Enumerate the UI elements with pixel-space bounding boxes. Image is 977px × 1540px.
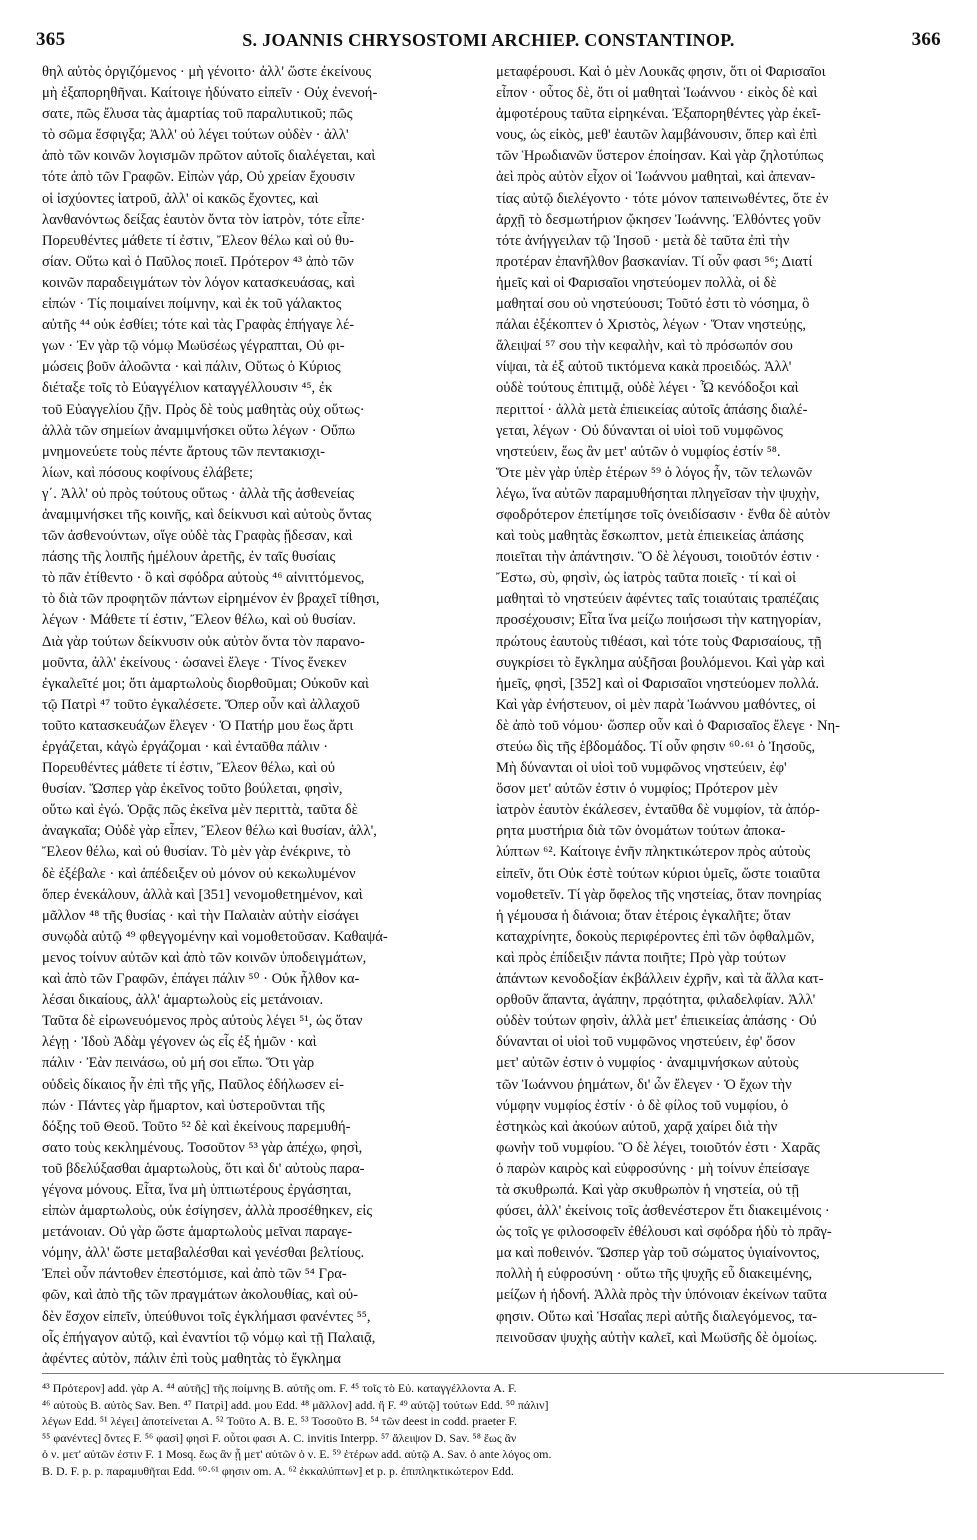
text-line: πρώτους ἑαυτοὺς τιθέασι, καὶ τότε τοὺς Φαρισαίους, τῇ (496, 633, 822, 650)
footnote-line: ⁴⁶ αὐτοὺς B. αὐτὸς Sav. Ben. ⁴⁷ Πατρὶ] add. μου Edd. ⁴⁸ μᾶλλον] add. ἢ F. ⁴⁹ αὐτῷ] τούτων Edd. ⁵⁰ πάλιν] (42, 1397, 549, 1412)
text-line: ἡμεῖς, φησὶ, [352] καὶ οἱ Φαρισαῖοι νηστεύομεν πολλά. (496, 675, 820, 692)
text-line: μετάνοιαν. Οὐ γὰρ ὥστε ἁμαρτωλοὺς μεῖναι παραγε- (42, 1224, 353, 1241)
text-line: μαθηταί σου οὐ νηστεύουσι; Τοῦτό ἐστι τὸ νόσημα, ὃ (496, 296, 810, 313)
text-line: τότε ἀνήγγειλαν τῷ Ἰησοῦ · μετὰ δὲ ταῦτα ἐπὶ τὴν (496, 232, 790, 249)
text-line: λύπτων ⁶². Καίτοιγε ἐνῆν πληκτικώτερον πρὸς αὐτοὺς (496, 844, 811, 861)
text-line: φῶν, καὶ ἀπὸ τῆς τῶν πραγμάτων ἀκολουθίας, καὶ οὐ- (42, 1287, 358, 1304)
text-line: μενος τοίνυν αὐτῶν καὶ ἀπὸ τῶν κοινῶν ὑποδειγμάτων, (42, 949, 367, 966)
text-line: τὸ πᾶν ἐτίθεντο · ὃ καὶ σφόδρα αὐτοὺς ⁴⁶ αἰνιττόμενος, (42, 570, 365, 587)
text-line: τοῦτο κατασκευάζων ἔλεγεν · Ὁ Πατήρ μου ἕως ἄρτι (42, 717, 354, 734)
text-line: Ἔλεον θέλω, καὶ οὐ θυσίαν. Τὸ μὲν γὰρ ἐνέκρινε, τὸ (42, 844, 351, 861)
text-line: ἀρχῇ τὸ δεσμωτήριον ᾤκησεν Ἰωάννης. Ἐλθόντες γοῦν (496, 211, 821, 228)
text-line: εἰπεῖν, ὅτι Οὐκ ἐστὲ τούτων κύριοι ὑμεῖς, ὥστε τοιαῦτα (496, 865, 821, 882)
text-line: μαθηταὶ τὸ νηστεύειν ἀφέντες ταῖς τοιαύταις τραπέζαις (496, 591, 819, 608)
text-line: μὴ ἐξαπορηθῆναι. Καίτοιγε ἠδύνατο εἰπεῖν · Οὐχ ἐνενοή- (42, 85, 378, 102)
footnote-line: B. D. F. p. p. παραμυθῆται Edd. ⁶⁰·⁶¹ φησιν om. A. ⁶² ἐκκαλύπτων] et p. p. ἐπιπληκτικώτερον Edd. (42, 1463, 514, 1478)
text-line: νίψαι, τὰ ἐξ αὐτοῦ τικτόμενα κακὰ προειδώς. Ἀλλ' (496, 359, 792, 376)
text-line: πάλαι ἐξέκοπτεν ὁ Χριστὸς, λέγων · Ὅταν νηστεύῃς, (496, 317, 807, 334)
text-line: μεταφέρουσι. Καὶ ὁ μὲν Λουκᾶς φησιν, ὅτι οἱ Φαρισαῖοι (496, 64, 826, 80)
text-line: εἰπὼν ἁμαρτωλοὺς, οὐκ ἐσίγησεν, ἀλλὰ προσέθηκεν, εἰς (42, 1203, 373, 1220)
text-line: καὶ ἀπὸ τῶν Γραφῶν, ἐπάγει πάλιν ⁵⁰ · Οὐκ ἦλθον κα- (42, 971, 360, 988)
text-line: προτέραν ἐπανῆλθον βασκανίαν. Τί οὖν φασι ⁵⁶; Διατί (496, 253, 813, 270)
footnote-divider (42, 1373, 944, 1374)
footnotes-block (42, 1380, 944, 1480)
text-line: Διὰ γὰρ τούτων δείκνυσιν οὐκ αὐτὸν ὄντα τὸν παρανο- (42, 633, 365, 650)
text-line: νύμφην νυμφίος ἐστίν · ὁ δὲ φίλος τοῦ νυμφίου, ὁ (496, 1097, 789, 1114)
text-line: λέσαι δικαίους, ἀλλ' ἁμαρτωλοὺς εἰς μετάνοιαν. (42, 992, 324, 1009)
text-line: ἀεὶ πρὸς αὐτὸν εἶχον οἱ Ἰωάννου μαθηταὶ, καὶ ἀπεναν- (496, 169, 816, 186)
text-line: ορθοῦν ἅπαντα, ἀγάπην, πρᾳότητα, φιλαδελφίαν. Ἀλλ' (496, 992, 816, 1009)
text-line: ἡμεῖς καὶ οἱ Φαρισαῖοι νηστεύομεν πολλὰ, οἱ δὲ (496, 274, 777, 291)
text-line: σφοδρότερον ἐπετίμησε τοῖς ὀνειδίσασιν · ἔνθα δὲ αὐτὸν (496, 506, 831, 523)
text-line: μνημονεύετε τοὺς πέντε ἄρτους τῶν πεντακισχι- (42, 443, 325, 460)
text-line: εἶπον · οὗτος δὲ, ὅτι οἱ μαθηταὶ Ἰωάννου · εἰκὸς δὲ καὶ (496, 85, 818, 102)
text-line: Μὴ δύνανται οἱ υἱοὶ τοῦ νυμφῶνος νηστεύειν, ἐφ' (496, 760, 787, 777)
text-line: πεινοῦσαν ψυχὴς αὐτὴν καλεῖ, καὶ Μωϋσῆς δὲ ὁμοίως. (496, 1329, 818, 1346)
text-line: ἀφέντες αὐτὸν, πάλιν ἐπὶ τοὺς μαθητὰς τὸ ἔγκλημα (42, 1350, 341, 1367)
text-line: ἀμφοτέρους ταῦτα εἰρηκέναι. Ἐξαπορηθέντες γὰρ ἐκεῖ- (496, 106, 821, 123)
text-line: οὐδὲν τούτων φησὶν, ἀλλὰ μετ' ἐπιεικείας ἁπάσης · Οὐ (496, 1013, 817, 1030)
text-line: ἡ γέμουσα ἡ διάνοια; ὅταν ἑτέροις ἐγκαλῆτε; ὅταν (496, 907, 791, 924)
text-line: τοῦ Εὐαγγελίου ζῇν. Πρὸς δὲ τοὺς μαθητὰς οὐχ οὕτως· (42, 401, 365, 418)
text-line: ρητα μυστήρια διὰ τῶν ὀνομάτων τούτων ἀποκα- (496, 823, 786, 840)
text-line: συγκρίσει τὸ ἔγκλημα αὐξῆσαι βουλόμενοι. Καὶ γὰρ καὶ (496, 654, 825, 671)
text-line: ποιεῖται τὴν ἀπάντησιν. Ὃ δὲ λέγουσι, τοιοῦτόν ἐστιν · (496, 549, 820, 566)
text-line: τῶν ἀσθενούντων, οἵγε οὐδὲ τὰς Γραφὰς ᾔδεσαν, καὶ (42, 528, 353, 545)
text-line: μετ' αὐτῶν ἐστιν ὁ νυμφίος · ἀναμιμνήσκων αὐτοὺς (496, 1055, 799, 1072)
text-line: πολλὴ ἡ εὐφροσύνη · οὕτω τῆς ψυχῆς εὖ διακειμένης, (496, 1266, 813, 1283)
text-line: αὐτῆς ⁴⁴ οὐκ ἐσθίει; τότε καὶ τὰς Γραφὰς ἐπήγαγε λέ- (42, 317, 355, 334)
text-line: ἑστηκὼς καὶ ἀκούων αὐτοῦ, χαρᾷ χαίρει διὰ τὴν (496, 1118, 778, 1135)
text-line: γεται, λέγων · Οὐ δύνανται οἱ υἱοὶ τοῦ νυμφῶνος (496, 422, 783, 439)
text-line: σατε, πῶς ἔλυσα τὰς ἁμαρτίας τοῦ παραλυτικοῦ; πῶς (42, 106, 353, 123)
text-line: ἰατρὸν ἑαυτὸν ἐκάλεσεν, ἐνταῦθα δὲ νυμφίον, τὰ ἀπόρ- (496, 802, 820, 819)
text-line: σίαν. Οὕτω καὶ ὁ Παῦλος ποιεῖ. Πρότερον ⁴³ ἀπὸ τῶν (42, 253, 354, 270)
running-header (36, 26, 941, 54)
text-line: τῶν Ἰωάννου ῥημάτων, δι' ὧν ἔλεγεν · Ὁ ἔχων τὴν (496, 1076, 792, 1093)
text-line: Ἐπεὶ οὖν πάντοθεν ἐπεστόμισε, καὶ ἀπὸ τῶν ⁵⁴ Γρα- (42, 1266, 347, 1283)
text-line: δὲ ἐξέβαλε · καὶ ἀπέδειξεν οὐ μόνον οὐ κεκωλυμένον (42, 865, 356, 882)
text-line: ἀναμιμνήσκει τῆς κοινῆς, καὶ δείκνυσι καὶ αὐτοὺς ὄντας (42, 506, 372, 523)
text-line: ὡς τοῖς γε φιλοσοφεῖν ἐθέλουσι καὶ σφόδρα ἡδὺ τὸ πρᾶγ- (496, 1224, 832, 1241)
left-text-column (42, 62, 490, 1370)
text-line: γων · Ἐν γὰρ τῷ νόμῳ Μωϋσέως γέγραπται, Οὐ φι- (42, 338, 345, 355)
text-line: οὕτω καὶ ἐγώ. Ὁρᾷς πῶς ἐκεῖνα μὲν περιττὰ, ταῦτα δὲ (42, 802, 358, 819)
text-line: ὁ παρὼν καιρὸς καὶ εὐφροσύνης · μὴ τοίνυν ἐπείσαγε (496, 1160, 810, 1177)
text-line: μᾶλλον ⁴⁸ τῆς θυσίας · καὶ τὴν Παλαιὰν αὐτὴν εἰσάγει (42, 907, 359, 924)
text-line: μώσεις βοῦν ἀλοῶντα · καὶ πάλιν, Οὕτως ὁ Κύριος (42, 359, 341, 376)
text-line: Πορευθέντες μάθετε τί ἐστιν, Ἔλεον θέλω, καὶ οὐ (42, 760, 335, 777)
text-line: φωνὴν τοῦ νυμφίου. Ὃ δὲ λέγει, τοιοῦτόν ἐστι · Χαρᾶς (496, 1139, 820, 1156)
text-line: ἀναγκαῖα; Οὐδὲ γὰρ εἶπεν, Ἔλεον θέλω καὶ θυσίαν, ἀλλ', (42, 823, 377, 840)
text-line: τοῦ βδελύξασθαι ἁμαρτωλοὺς, ὅτι καὶ δι' αὐτοὺς παρα- (42, 1160, 365, 1177)
text-line: περιττοί · ἀλλὰ μετὰ ἐπιεικείας αὐτοῖς ἁπάσης διαλέ- (496, 401, 808, 418)
text-line: οἱ ἰσχύοντες ἰατροῦ, ἀλλ' οἱ κακῶς ἔχοντες, καὶ (42, 190, 319, 207)
text-line: ἁπάντων κενοδοξίαν ἐκβάλλειν ἐχρῆν, καὶ τὰ ἄλλα κατ- (496, 971, 824, 988)
text-line: Ταῦτα δὲ εἰρωνευόμενος πρὸς αὐτοὺς λέγει ⁵¹, ὡς ὅταν (42, 1013, 363, 1030)
text-line: οὐδὲ τούτους ἐπιτιμᾷ, οὐδὲ λέγει · Ὦ κενόδοξοι καὶ (496, 380, 799, 397)
text-line: οὐδεὶς δίκαιος ἦν ἐπὶ τῆς γῆς, Παῦλος ἐδήλωσεν εἰ- (42, 1076, 344, 1093)
text-line: δόξης τοῦ Θεοῦ. Τοῦτο ⁵² δὲ καὶ ἐκείνους παρεμυθή- (42, 1118, 351, 1135)
text-line: νηστεύειν, ἕως ἂν μετ' αὐτῶν ὁ νυμφίος ἐστίν ⁵⁸. (496, 443, 781, 460)
text-line: δὲν ἔσχον εἰπεῖν, ὑπεύθυνοι τοῖς ἐγκλήμασι φανέντες ⁵⁵, (42, 1308, 371, 1325)
text-line: σατο τοὺς κεκλημένους. Τοσοῦτον ⁵³ γὰρ ἀπέχω, φησὶ, (42, 1139, 363, 1156)
running-title: S. JOANNIS CHRYSOSTOMI ARCHIEP. CONSTANTINOP. (242, 29, 735, 50)
text-line: διέταξε τοῖς τὸ Εὐαγγέλιον καταγγέλλουσιν ⁴⁵, ἐκ (42, 380, 333, 397)
footnote-line: ὁ ν. μετ' αὐτῶν ἐστιν F. 1 Mosq. ἕως ἂν ᾖ μετ' αὐτῶν ὁ ν. E. ⁵⁹ ἑτέρων add. αὐτῷ A. Sav. ὁ ante λόγος om. (42, 1447, 552, 1462)
text-line: θηλ αὐτὸς ὀργιζόμενος · μὴ γένοιτο· ἀλλ' ὥστε ἐκείνους (42, 64, 372, 80)
text-line: ὅσον μετ' αὐτῶν ἐστιν ὁ νυμφίος; Πρότερον μὲν (496, 781, 778, 798)
text-line: δὲ ἀπὸ τοῦ νόμου· ὥσπερ οὖν καὶ ὁ Φαρισαῖος ἔλεγε · Νη- (496, 717, 840, 734)
footnote-line: λέγων Edd. ⁵¹ λέγει] ἀποτείνεται A. ⁵² Τοῦτο A. B. E. ⁵³ Τοσοῦτο B. ⁵⁴ τῶν deest in codd. praeter F. (42, 1414, 518, 1429)
text-line: πάλιν · Ἐὰν πεινάσω, οὐ μή σοι εἴπω. Ὅτι γὰρ (42, 1055, 315, 1072)
text-line: καταχρίνητε, δοκοὺς περιφέροντες ἐπὶ τῶν ὀφθαλμῶν, (496, 928, 815, 945)
text-line: ἐργάζεται, κἀγὼ ἐργάζομαι · καὶ ἐνταῦθα πάλιν · (42, 739, 329, 755)
text-line: τῷ Πατρὶ ⁴⁷ τοῦτο ἐγκαλέσετε. Ὅπερ οὖν καὶ ἀλλαχοῦ (42, 696, 360, 713)
text-line: τὸ σῶμα ἔσφιγξα; Ἀλλ' οὐ λέγει τούτων οὐδὲν · ἀλλ' (42, 127, 349, 144)
text-line: οἷς ἐπήγαγον αὐτῷ, καὶ ἐναντίοι τῷ νόμῳ καὶ τῇ Παλαιᾷ, (42, 1329, 376, 1346)
text-line: στεύω δὶς τῆς ἑβδομάδος. Τί οὖν φησιν ⁶⁰·⁶¹ ὁ Ἰησοῦς, (496, 739, 816, 755)
text-line: συνῳδὰ αὐτῷ ⁴⁹ φθεγγομένην καὶ νομοθετοῦσαν. Καθαψά- (42, 928, 388, 945)
right-text-column (496, 62, 944, 1349)
text-line: λανθανόντως δείξας ἑαυτὸν ὄντα τὸν ἰατρὸν, τότε εἶπε· (42, 211, 366, 228)
text-line: Ὅτε μὲν γὰρ ὑπὲρ ἑτέρων ⁵⁹ ὁ λόγος ἦν, τῶν τελωνῶν (496, 464, 812, 481)
text-line: τὸ διὰ τῶν προφητῶν πάντων εἰρημένον ἐν βραχεῖ τίθησι, (42, 591, 380, 608)
text-line: Καὶ γὰρ ἐνήστευον, οἱ μὲν παρὰ Ἰωάννου μαθόντες, οἱ (496, 696, 816, 713)
footnote-line: ⁴³ Πρότερον] add. γὰρ A. ⁴⁴ αὐτῆς] τῆς ποίμνης B. αὐτῆς om. F. ⁴⁵ τοῖς τὸ Εὐ. καταγγέλλοντα A. F. (42, 1381, 517, 1395)
text-line: ἀπὸ τῶν κοινῶν λογισμῶν πρῶτον αὐτοῖς διαλέγεται, καὶ (42, 148, 376, 165)
text-line: τὰ σκυθρωπά. Καὶ γὰρ σκυθρωπὸν ἡ νηστεία, οὐ τῇ (496, 1181, 800, 1198)
text-line: Ἔστω, σὺ, φησὶν, ὡς ἰατρὸς ταῦτα ποιεῖς · τί καὶ οἱ (496, 570, 797, 587)
text-line: καὶ πρὸς ἐπίδειξιν πάντα ποιῆτε; Πρὸ γὰρ τούτων (496, 949, 786, 966)
text-line: θυσίαν. Ὥσπερ γὰρ ἐκεῖνος τοῦτο βούλεται, φησὶν, (42, 781, 343, 798)
footnote-line: ⁵⁵ φανέντες] ὄντες F. ⁵⁶ φασὶ] φησὶ F. οὗτοι φασι A. C. invitis Interpp. ⁵⁷ ἄλειψον D. Sav. ⁵⁸ ἕως ἂν (42, 1430, 517, 1445)
text-line: φησιν. Οὕτω καὶ Ἡσαΐας περὶ αὐτῆς διαλεγόμενος, τα- (496, 1308, 817, 1325)
text-line: γ΄. Ἀλλ' οὐ πρὸς τούτους οὕτως · ἀλλὰ τῆς ἀσθενείας (42, 485, 354, 502)
text-line: φύσει, ἀλλ' ἐκείνοις τοῖς ἀσθενέστερον ἔτι διακειμένοις · (496, 1203, 830, 1220)
text-line: λέγω, ἵνα αὐτῶν παραμυθήσηται πληγεῖσαν τὴν ψυχὴν, (496, 485, 820, 502)
text-line: γέγονα μόνους. Εἶτα, ἵνα μὴ ὑπτιωτέρους ἐργάσηται, (42, 1181, 352, 1198)
text-line: λίων, καὶ πόσους κοφίνους ἐλάβετε; (42, 464, 254, 481)
text-line: τότε ἀπὸ τῶν Γραφῶν. Εἰπὼν γάρ, Οὐ χρείαν ἔχουσιν (42, 169, 355, 186)
text-line: λέγων · Μάθετε τί ἐστιν, Ἔλεον θέλω, καὶ οὐ θυσίαν. (42, 612, 357, 629)
text-line: ὅπερ ἐνεκάλουν, ἀλλὰ καὶ [351] νενομοθετημένον, καὶ (42, 886, 363, 903)
text-line: εἰπών · Τίς ποιμαίνει ποίμνην, καὶ ἐκ τοῦ γάλακτος (42, 296, 342, 313)
text-line: ἄλειψαί ⁵⁷ σου τὴν κεφαλὴν, καὶ τὸ πρόσωπόν σου (496, 338, 793, 355)
text-line: τίας αὐτῷ διελέγοντο · τότε μόνον ταπεινωθέντες, ὅτε ἐν (496, 190, 829, 207)
text-line: κοινῶν παραδειγμάτων τὸν λόγον κατασκευάσας, καὶ (42, 274, 355, 291)
text-line: πών · Πάντες γὰρ ἥμαρτον, καὶ ὑστεροῦνται τῆς (42, 1097, 325, 1114)
text-line: μα καὶ ποθεινόν. Ὥσπερ γὰρ τοῦ σώματος ὑγιαίνοντος, (496, 1245, 820, 1262)
text-line: καὶ τοὺς μαθητὰς ἔσκωπτον, μετὰ ἐπιεικείας ἁπάσης (496, 528, 804, 545)
text-line: πάσης τῆς λοιπῆς ἠμέλουν ἀρετῆς, ἐν ταῖς θυσίαις (42, 549, 336, 566)
text-line: λέγῃ · Ἰδοὺ Ἀδὰμ γέγονεν ὡς εἷς ἐξ ἡμῶν · καὶ (42, 1034, 317, 1051)
text-line: Πορευθέντες μάθετε τί ἐστιν, Ἔλεον θέλω καὶ οὐ θυ- (42, 232, 355, 249)
text-line: μείζων ἡ ἡδονή. Ἀλλὰ πρὸς τὴν ὑπόνοιαν ἐκείνων ταῦτα (496, 1287, 827, 1304)
text-line: νομοθετεῖν. Τί γὰρ ὄφελος τῆς νηστείας, ὅταν πονηρίας (496, 886, 822, 903)
text-line: νόμην, ἀλλ' ὥστε μεταβαλέσθαι καὶ γενέσθαι βελτίους. (42, 1245, 365, 1262)
text-line: ἐγκαλεῖτέ μοι; ὅτι ἁμαρτωλοὺς διορθοῦμαι; Οὐκοῦν καὶ (42, 675, 369, 692)
page-number-right: 366 (911, 29, 941, 50)
text-line: μοῦντα, ἀλλ' ἐκείνους · ὡσανεὶ ἔλεγε · Τίνος ἕνεκεν (42, 654, 347, 671)
text-line: προσέχουσιν; Εἶτα ἵνα μείζω ποιήσωσι τὴν κατηγορίαν, (496, 612, 822, 629)
text-line: τῶν Ἡρωδιανῶν ὕστερον ἐποίησαν. Καὶ γὰρ ζηλοτύπως (496, 148, 824, 165)
text-line: δύνανται οἱ υἱοὶ τοῦ νυμφῶνος νηστεύειν, ἐφ' ὅσον (496, 1034, 796, 1051)
text-line: ἀλλὰ τῶν σημείων ἀναμιμνήσκει οὕτω λέγων · Οὔπω (42, 422, 356, 439)
text-line: νους, ὡς εἰκὸς, μεθ' ἑαυτῶν λαμβάνουσιν, ὅπερ καὶ ἐπὶ (496, 127, 817, 144)
page-number-left: 365 (36, 29, 66, 50)
